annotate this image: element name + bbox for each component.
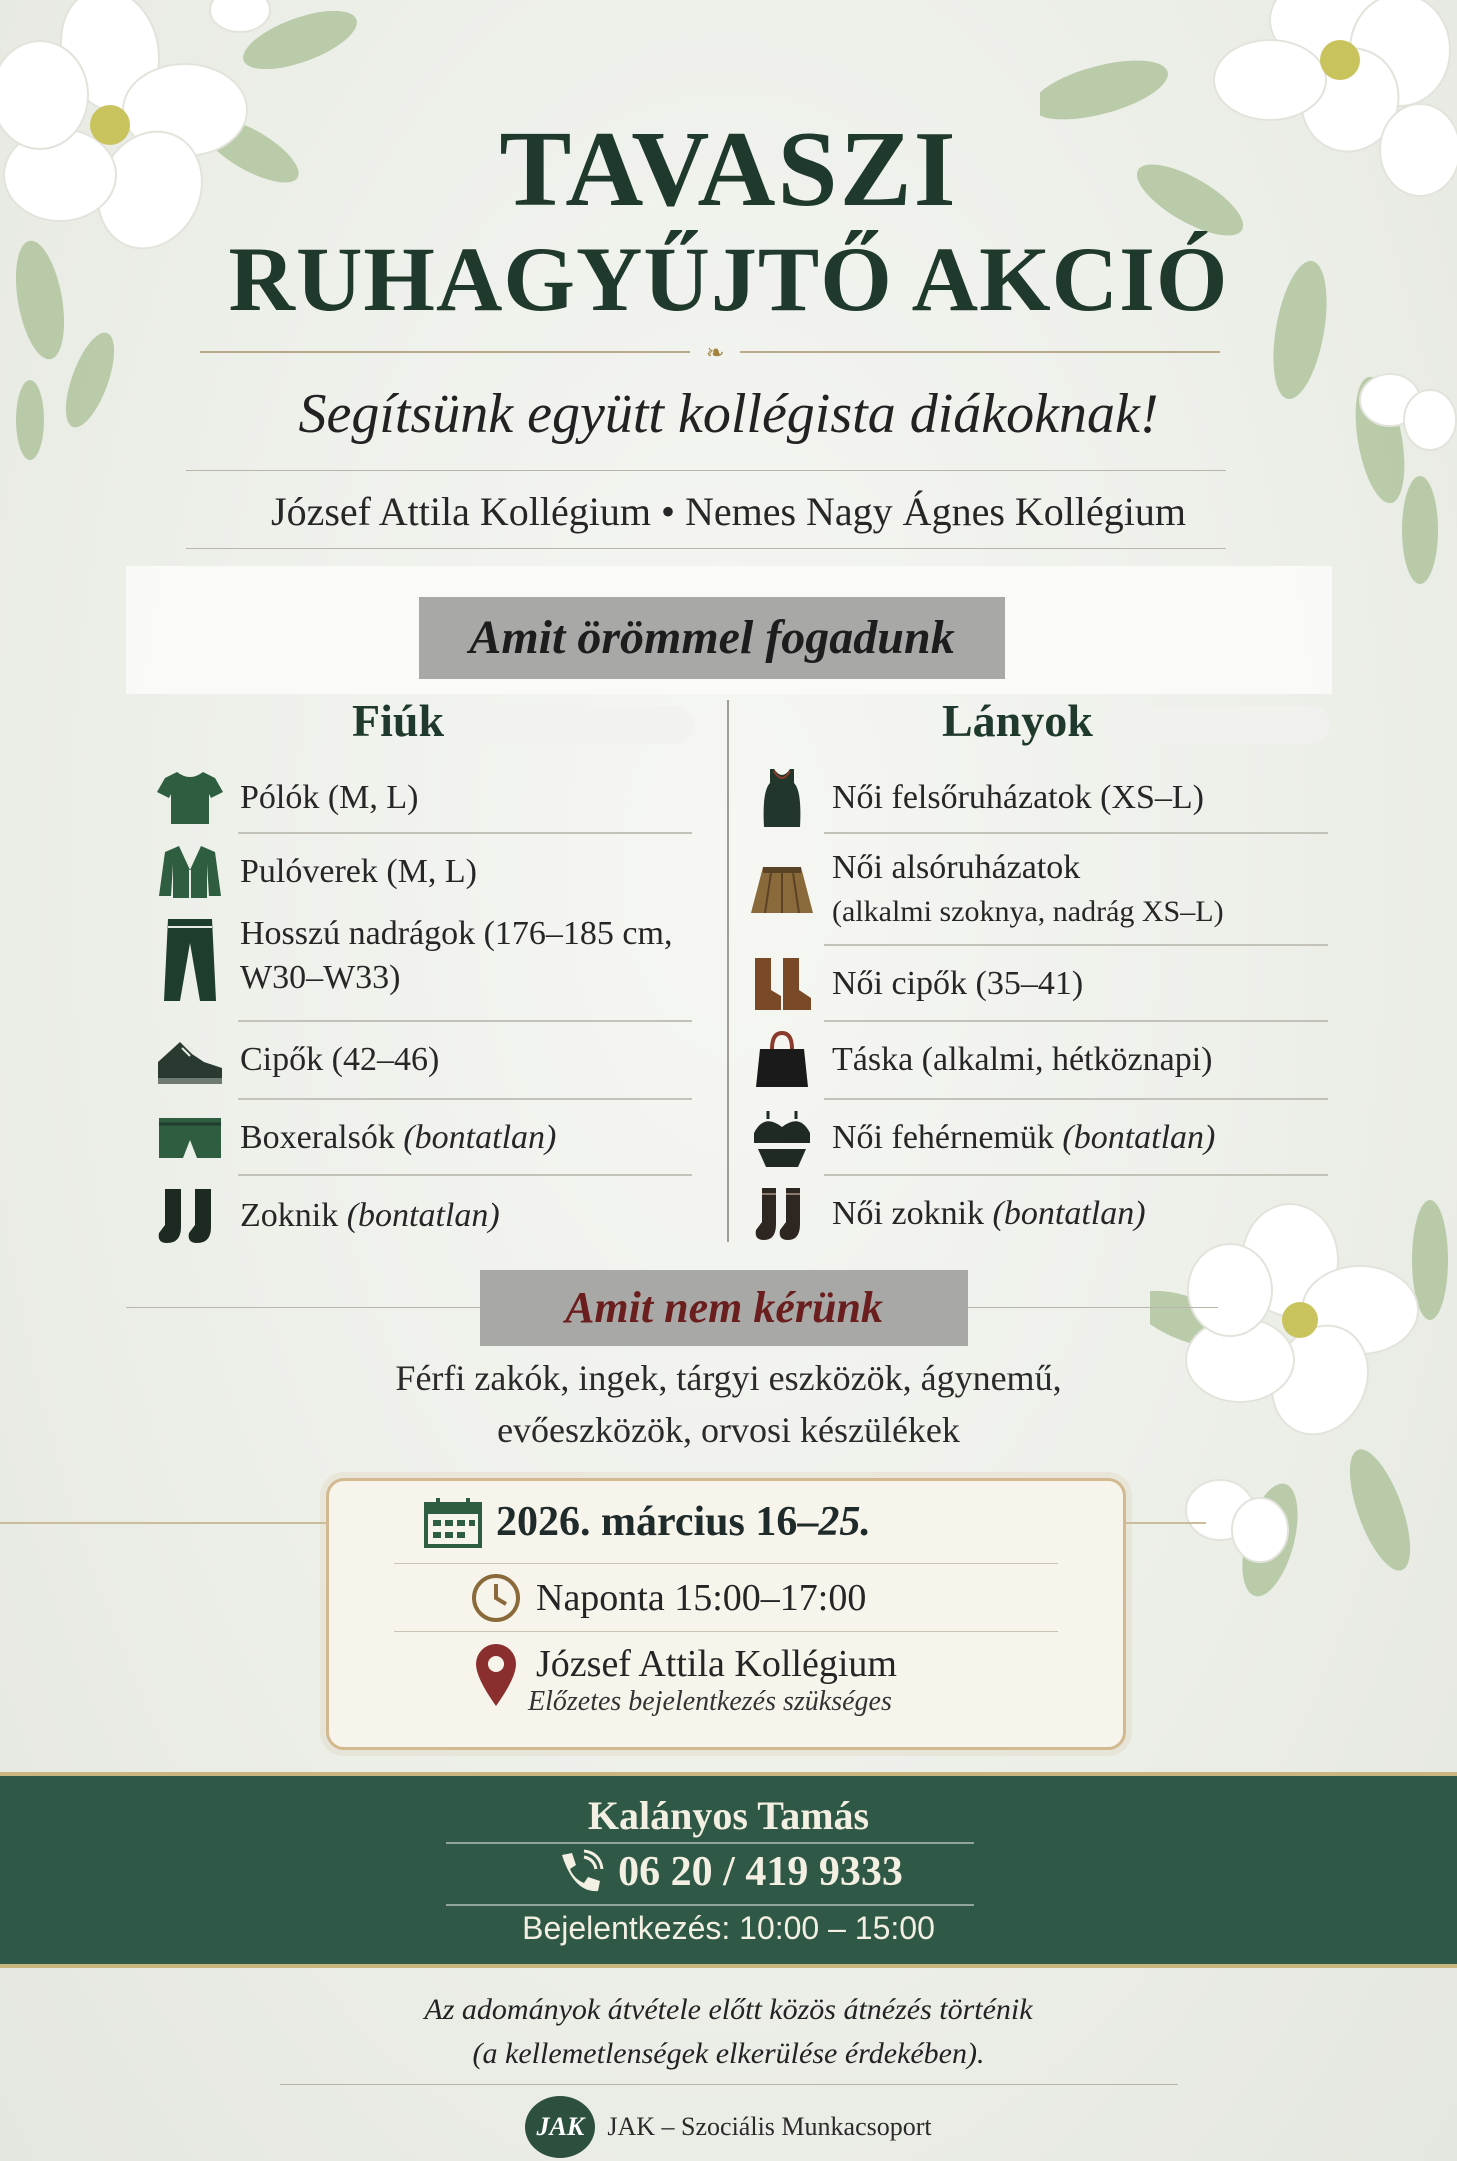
info-rule-right [1126,1522,1206,1524]
rejected-list [0,1352,1457,1456]
girls-item-bottoms [746,846,1224,934]
subtitle-rule [186,470,1226,471]
boys-item-sub: W30–W33) [240,959,401,996]
info-separator [394,1563,1058,1564]
calendar-icon [424,1496,482,1548]
title-line-1: TAVASZI [499,110,958,229]
ornament-icon: ❧ [706,340,725,365]
boys-item-tshirts [154,762,419,834]
girls-item-note: (bontatlan) [992,1195,1146,1232]
boys-item-note: (bontatlan) [346,1197,500,1234]
contact-name: Kalányos Tamás [587,1793,870,1838]
rejected-heading: Amit nem kérünk [480,1270,968,1346]
boys-item-label: Zoknik [240,1197,339,1234]
boys-item-label: Pulóverek (M, L) [240,853,478,890]
boys-item-label: Pólók (M, L) [240,779,419,816]
contact-phone-line [0,1848,1457,1896]
boys-separator [238,832,692,834]
contact-phone[interactable]: 06 20 / 419 9333 [618,1849,903,1895]
contact-rule [446,1842,974,1844]
boys-item-note: (bontatlan) [403,1119,557,1156]
girls-item-note: (bontatlan) [1062,1119,1216,1156]
boys-heading-highlight [454,706,694,744]
socks-icon [154,1180,226,1252]
event-time [470,1572,866,1624]
boys-item-label: Boxeralsók [240,1119,395,1156]
event-time-text: Naponta 15:00–17:00 [536,1577,867,1619]
clock-icon [470,1572,522,1624]
event-location-note: Előzetes bejelentkezés szükséges [528,1686,892,1717]
girls-separator [824,832,1328,834]
girls-item-label: Női alsóruházatok [832,849,1081,886]
girls-separator [824,1020,1328,1022]
schools-rule [186,548,1226,549]
accepted-heading: Amit örömmel fogadunk [419,597,1005,679]
girls-separator [824,944,1328,946]
girls-item-bags [746,1024,1212,1096]
girls-separator [824,1174,1328,1176]
sweater-icon [154,836,226,908]
socks-icon [746,1178,818,1250]
girls-item-label: Női fehérnemük [832,1119,1054,1156]
note-line-1: Az adományok átvétele előtt közös átnézés történik [424,1993,1033,2026]
subtitle: Segítsünk együtt kollégista diákoknak! [298,383,1159,445]
title-rule-right [740,351,1220,353]
info-separator [394,1631,1058,1632]
boys-item-sweaters [154,836,477,908]
contact-hours: Bejelentkezés: 10:00 – 15:00 [522,1910,935,1946]
handbag-icon [746,1024,818,1096]
lingerie-icon [746,1102,818,1174]
girls-item-shoes [746,948,1083,1020]
boys-item-shoes [154,1024,439,1096]
boys-item-boxers [154,1102,556,1174]
schools-line: József Attila Kollégium • Nemes Nagy Ágnes Kollégium [271,489,1186,534]
girls-heading: Lányok [942,695,1093,746]
boys-heading: Fiúk [352,695,445,746]
girls-separator [824,1098,1328,1100]
sneaker-icon [154,1024,226,1096]
trousers-icon [154,912,226,1008]
footer-org: JAK – Szociális Munkacsoport [607,2112,932,2141]
footer [0,2096,1457,2158]
girls-item-label: Női felsőruházatok (XS–L) [832,779,1205,816]
event-date-end: 25. [818,1499,871,1545]
girls-heading-highlight [1100,706,1330,744]
boys-item-label: Cipők (42–46) [240,1041,440,1078]
reject-rule-left [126,1307,480,1308]
note-line-2: (a kellemetlenségek elkerülése érdekében). [472,2037,985,2070]
title-rule-left [200,351,690,353]
girls-item-tops [746,762,1204,834]
boys-item-socks [154,1180,500,1252]
note [0,1988,1457,2076]
boots-icon [746,948,818,1020]
reject-rule-right [968,1307,1218,1308]
girls-item-label: Női cipők (35–41) [832,965,1084,1002]
boys-item-label: Hosszú nadrágok (176–185 cm, [240,915,673,952]
girls-item-lingerie [746,1102,1215,1174]
jak-logo: JAK [525,2096,595,2158]
map-pin-icon [472,1642,520,1708]
contact-rule [446,1904,974,1906]
boxer-icon [154,1102,226,1174]
column-divider [727,700,729,1242]
girls-item-label: Táska (alkalmi, hétköznapi) [832,1041,1213,1078]
boys-item-trousers [154,912,672,1008]
boys-separator [238,1098,692,1100]
rejected-line-2: evőeszközök, orvosi készülékek [497,1410,960,1450]
title-line-2: RUHAGYŰJTŐ AKCIÓ [228,228,1229,330]
girls-item-label: Női zoknik [832,1195,985,1232]
skirt-icon [746,846,818,934]
phone-icon [554,1849,606,1895]
tshirt-icon [154,762,226,834]
rejected-line-1: Férfi zakók, ingek, tárgyi eszközök, ágynemű, [395,1358,1062,1398]
boys-separator [238,1020,692,1022]
tank-top-icon [746,762,818,834]
event-location-name: József Attila Kollégium [536,1643,897,1685]
info-rule-left [0,1522,326,1524]
event-date [424,1496,871,1548]
girls-item-socks [746,1178,1146,1250]
footer-rule [280,2084,1178,2085]
girls-item-sub: (alkalmi szoknya, nadrág XS–L) [832,895,1224,928]
boys-separator [238,1174,692,1176]
event-date-main: 2026. március 16– [496,1499,819,1545]
event-location [472,1642,897,1718]
